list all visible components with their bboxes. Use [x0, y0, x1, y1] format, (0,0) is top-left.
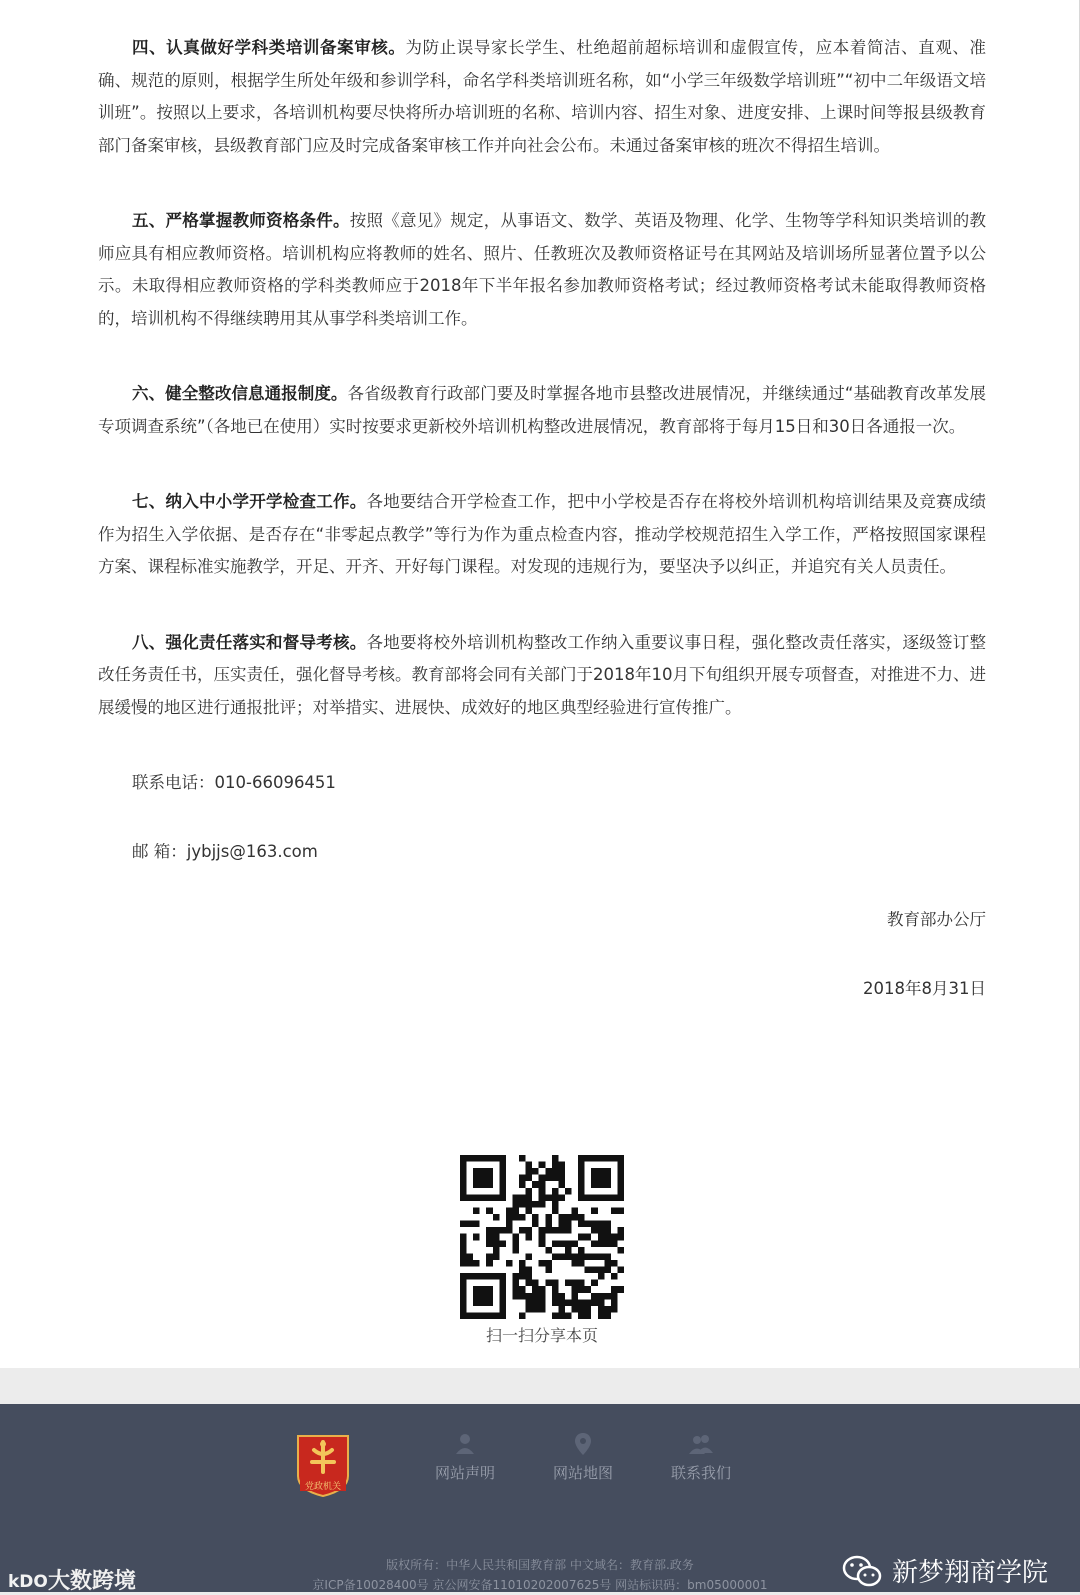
- footer-link-contact[interactable]: [666, 1432, 736, 1492]
- footer-link-label: 网站声明: [434, 1464, 495, 1482]
- party-government-emblem-icon[interactable]: [294, 1432, 352, 1498]
- section-4-text: 为防止误导家长学生、杜绝超前超标培训和虚假宣传，应本着简洁、直观、准确、规范的原则，根据学生所处年级和参训学科，命名学科类培训班名称，如“小学三年级数学培训班”“初中二年级语文培训班”。按照以上要求，各培训机构要尽快将所办培训班的名称、培训内容、招生对象、进度安排、上课时间等报县级教育部门备案审核，县级教育部门应及时完成备案审核工作并向社会公布。未通过备案审核的班次不得招生培训。: [98, 38, 987, 155]
- section-8-text: 各地要将校外培训机构整改工作纳入重要议事日程，强化整改责任落实，逐级签订整改任务责任书，压实责任，强化督导考核。教育部将会同有关部门于2018年10月下旬组织开展专项督查，对推进不力、进展缓慢的地区进行通报批评；对举措实、进展快、成效好的地区典型经验进行宣传推广。: [98, 632, 986, 717]
- section-5: [98, 205, 986, 335]
- emblem-label: 党政机关: [304, 1482, 342, 1492]
- icp-text: 京ICP备10028400号 京公网安备11010202007625号 网站标识码：bm05000001: [312, 1578, 768, 1592]
- section-6: [98, 378, 986, 443]
- contact-phone: 联系电话：010-66096451: [132, 773, 336, 792]
- section-8-title: 八、强化责任落实和督导考核。: [132, 632, 367, 652]
- footer-link-sitemap[interactable]: [548, 1432, 618, 1492]
- watermark-right: [842, 1552, 1048, 1589]
- watermark-left: [8, 1564, 136, 1595]
- section-5-title: 五、严格掌握教师资格条件。: [132, 211, 350, 230]
- section-7-text: 各地要结合开学检查工作，把中小学校是否存在将校外培训机构培训结果及竞赛成绩作为招生入学依据、是否存在“非零起点教学”等行为作为重点检查内容，推动学校规范招生入学工作，严格按照国家课程方案、课程标准实施教学，开足、开齐、开好每门课程。对发现的违规行为，要坚决予以纠正，并追究有关人员责任。: [98, 492, 986, 576]
- contact-email: 邮 箱：jybjjs@163.com: [132, 841, 318, 861]
- qr-caption: 扫一扫分享本页: [485, 1326, 598, 1345]
- svg-text:kDO: kDO: [8, 1571, 48, 1592]
- dashuju-logo-icon: [8, 1569, 48, 1592]
- site-footer: [0, 1404, 1080, 1592]
- watermark-right-text: 新梦翔商学院: [891, 1558, 1048, 1588]
- section-5-text: 按照《意见》规定，从事语文、数学、英语及物理、化学、生物等学科知识类培训的教师应具有相应教师资格。培训机构应将教师的姓名、照片、任教班次及教师资格证号在其网站及培训场所显著位置予以公示。未取得相应教师资格的学科类教师应于2018年下半年报名参加教师资格考试；经过教师资格考试未能取得教师资格的，培训机构不得继续聘用其从事学科类培训工作。: [98, 211, 986, 328]
- footer-gap: [0, 1368, 1080, 1404]
- section-8: [98, 627, 986, 725]
- footer-link-label: 网站地图: [552, 1464, 613, 1482]
- copyright-text: 版权所有：中华人民共和国教育部 中文域名：教育部.政务: [386, 1558, 694, 1572]
- article-body: [98, 32, 986, 1041]
- qr-code-icon[interactable]: [460, 1155, 624, 1319]
- footer-link-statement[interactable]: [430, 1432, 500, 1492]
- section-4: [98, 32, 986, 162]
- wechat-icon: [842, 1554, 882, 1588]
- section-7: [98, 486, 986, 584]
- watermark-left-text: 大数跨境: [48, 1569, 137, 1594]
- section-6-title: 六、健全整改信息通报制度。: [132, 384, 348, 403]
- qr-share: [459, 1155, 625, 1346]
- footer-link-label: 联系我们: [670, 1464, 731, 1482]
- section-4-title: 四、认真做好学科类培训备案审核。: [132, 38, 406, 57]
- person-icon: [454, 1432, 476, 1456]
- map-pin-icon: [572, 1432, 594, 1456]
- footer-links: [430, 1432, 736, 1492]
- issuer: 教育部办公厅: [887, 910, 986, 929]
- issue-date: 2018年8月31日: [863, 978, 986, 998]
- people-icon: [688, 1432, 714, 1456]
- section-7-title: 七、纳入中小学开学检查工作。: [132, 492, 367, 511]
- section-6-text: 各省级教育行政部门要及时掌握各地市县整改进展情况，并继续通过“基础教育改革发展专项调查系统”（各地已在使用）实时按要求更新校外培训机构整改进展情况，教育部将于每月15日和30日各通报一次。: [98, 384, 986, 436]
